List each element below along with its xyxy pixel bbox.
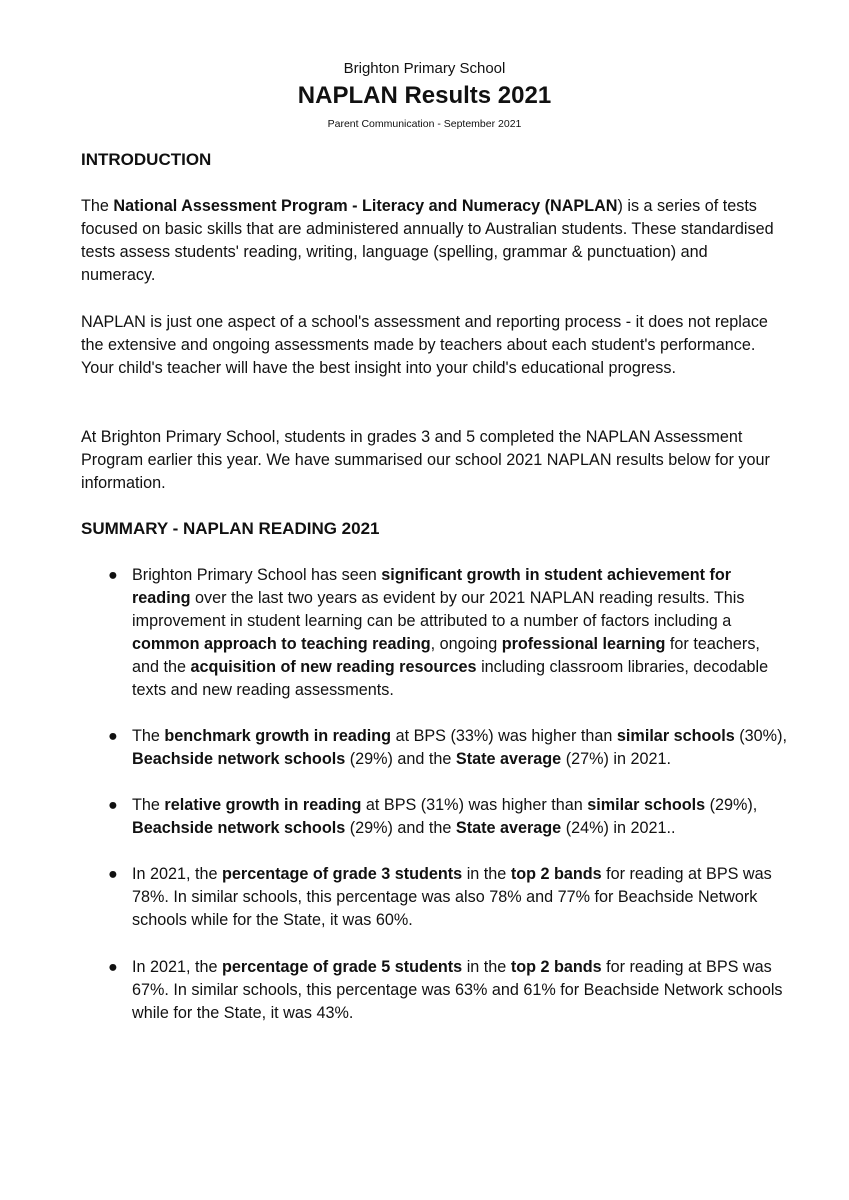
bullet-bold-segment: common approach to teaching reading [132,635,431,653]
bullet-bold-segment: percentage of grade 5 students [222,958,463,976]
bullet-marker: ● [108,727,118,745]
bullet-bold-segment: relative growth in reading [164,796,362,814]
bullet-text-segment: including classroom libraries, decodable texts and new reading assessments. [132,658,769,699]
bullet-marker: ● [108,865,118,883]
bullet-text-segment: (27%) in 2021. [561,750,671,768]
bullet-bold-segment: acquisition of new reading resources [190,658,477,676]
bullet-text [132,794,787,840]
bullet-text [132,956,787,1025]
intro-p1-text: ) is a series of tests focused on basic skills that are administered annually to Australian students. These standardised tests assess students' reading, writing, language (spelling, grammar & punctuation) and numeracy. [81,197,774,284]
bullet-bold-segment: similar schools [616,727,735,745]
intro-heading: INTRODUCTION [81,150,212,169]
intro-paragraph-1 [81,195,781,287]
bullet-text-segment: Brighton Primary School has seen [132,566,382,584]
bullet-text-segment: (29%) and the [345,819,456,837]
bullet-text-segment: In 2021, the [132,865,223,883]
bullet-text [132,564,787,702]
intro-p1-text: The [81,197,114,215]
document-subtitle: Parent Communication - September 2021 [327,118,522,130]
intro-paragraph-2: NAPLAN is just one aspect of a school's assessment and reporting process - it does not replace the extensive and ongoing assessments made by teachers about each student's performance. Your child's teacher will have the best insight into your child's educational progress. [81,313,768,377]
bullet-text [132,863,787,932]
bullet-text-segment: , ongoing [430,635,502,653]
bullet-marker: ● [108,566,118,584]
bullet-bold-segment: percentage of grade 3 students [222,865,463,883]
bullet-bold-segment: professional learning [501,635,666,653]
bullet-text-segment: in the [462,865,511,883]
bullet-text-segment: at BPS (33%) was higher than [391,727,617,745]
bullet-text-segment: The [132,727,165,745]
bullet-text-segment: in the [462,958,511,976]
bullet-marker: ● [108,958,118,976]
bullet-text-segment: for reading at BPS was 67%. In similar schools, this percentage was 63% and 61% for Beachside Network schools while for the State, it was 43%. [132,958,783,1022]
bullet-text-segment: over the last two years as evident by our 2021 NAPLAN reading results. This improvement in student learning can be attributed to a number of factors including a [132,589,745,630]
bullet-text-segment: (24%) in 2021.. [561,819,676,837]
bullet-text-segment: for reading at BPS was 78%. In similar schools, this percentage was also 78% and 77% for Beachside Network schools while for the State, it was 60%. [132,865,772,929]
bullet-text-segment: at BPS (31%) was higher than [361,796,588,814]
bullet-bold-segment: top 2 bands [510,865,602,883]
bullet-text-segment: In 2021, the [132,958,223,976]
bullet-marker: ● [108,796,118,814]
bullet-text-segment: for teachers, and the [132,635,760,676]
bullet-bold-segment: benchmark growth in reading [164,727,392,745]
bullet-text-segment: (29%) and the [345,750,456,768]
bullet-text-segment: (30%), [734,727,787,745]
summary-heading: SUMMARY - NAPLAN READING 2021 [81,519,380,538]
bullet-bold-segment: Beachside network schools [132,819,346,837]
intro-paragraph-3: At Brighton Primary School, students in grades 3 and 5 completed the NAPLAN Assessment Program earlier this year. We have summarised our school 2021 NAPLAN results below for your information. [81,428,770,492]
bullet-bold-segment: Beachside network schools [132,750,346,768]
bullet-bold-segment: top 2 bands [510,958,602,976]
bullet-bold-segment: State average [455,750,562,768]
school-name: Brighton Primary School [343,60,506,77]
bullet-bold-segment: similar schools [587,796,706,814]
bullet-text [132,725,787,771]
intro-p1-bold: National Assessment Program - Literacy and Numeracy (NAPLAN [113,197,618,215]
bullet-text-segment: The [132,796,165,814]
bullet-text-segment: (29%), [705,796,758,814]
document-title: NAPLAN Results 2021 [297,82,552,109]
bullet-bold-segment: significant growth in student achievement for reading [132,566,732,607]
bullet-bold-segment: State average [455,819,562,837]
